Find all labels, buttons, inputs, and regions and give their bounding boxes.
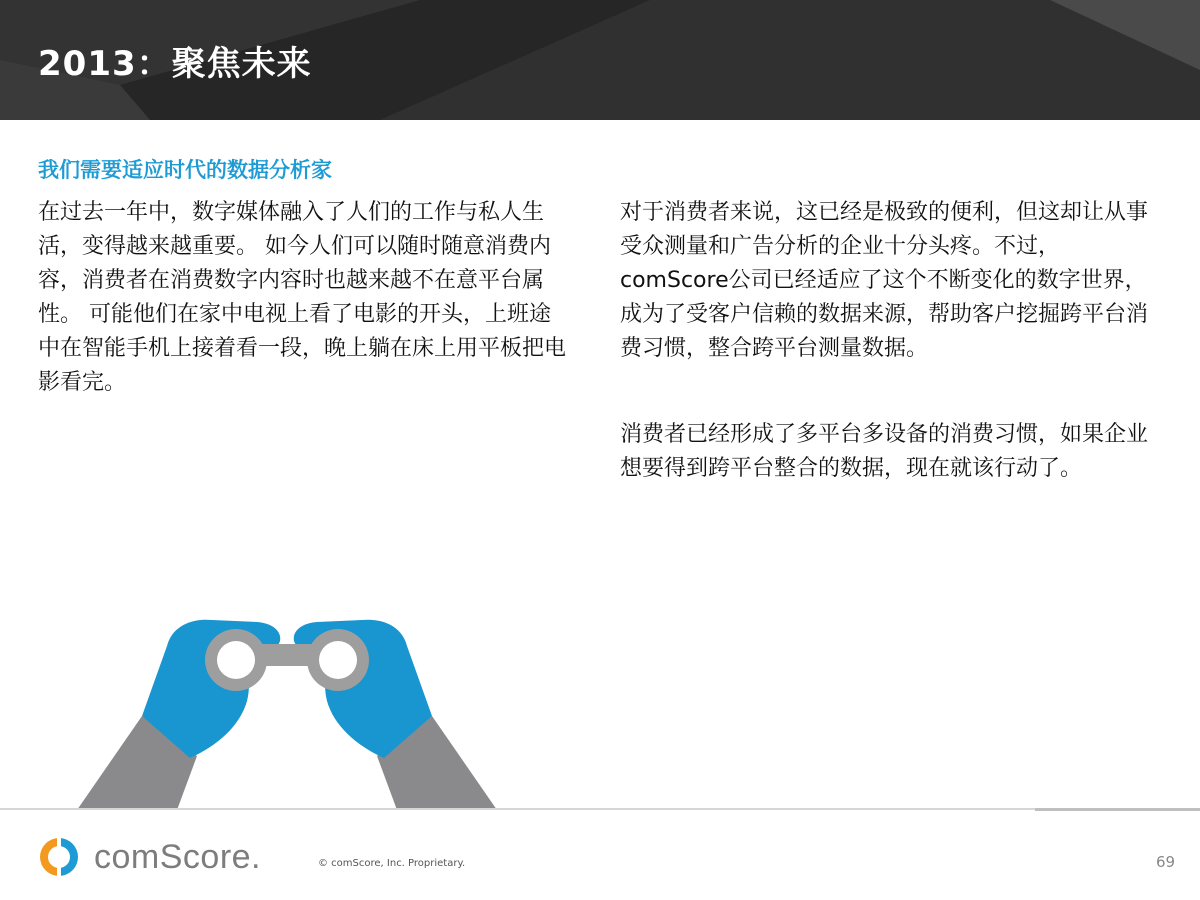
paragraph-right-1: 对于消费者来说，这已经是极致的便利，但这却让从事受众测量和广告分析的企业十分头疼。不过，comScore公司已经适应了这个不断变化的数字世界，成为了受客户信赖的数据来源，帮助客户挖掘跨平台消费习惯，整合跨平台测量数据。 (620, 200, 1149, 361)
footer-divider (0, 808, 1200, 810)
footer-divider-accent (1035, 808, 1200, 811)
section-subtitle: 我们需要适应时代的数据分析家 (38, 158, 332, 182)
comscore-logo-icon (38, 836, 80, 878)
hands-binoculars-icon (72, 606, 502, 810)
page-number: 69 (1156, 853, 1176, 871)
paragraph-right-2: 消费者已经形成了多平台多设备的消费习惯，如果企业想要得到跨平台整合的数据，现在就该行动了。 (620, 422, 1149, 481)
brand-name: comScore. (94, 838, 261, 876)
header-banner (0, 0, 1200, 120)
page-title: 2013：聚焦未来 (38, 44, 312, 84)
paragraph-left: 在过去一年中，数字媒体融入了人们的工作与私人生活，变得越来越重要。 如今人们可以随时随意消费内容，消费者在消费数字内容时也越来越不在意平台属性。 可能他们在家中电视上看了电影的开头，上班途中在智能手机上接着看一段，晚上躺在床上用平板把电影看完。 (38, 200, 567, 395)
copyright-text: © comScore, Inc. Proprietary. (318, 858, 466, 869)
